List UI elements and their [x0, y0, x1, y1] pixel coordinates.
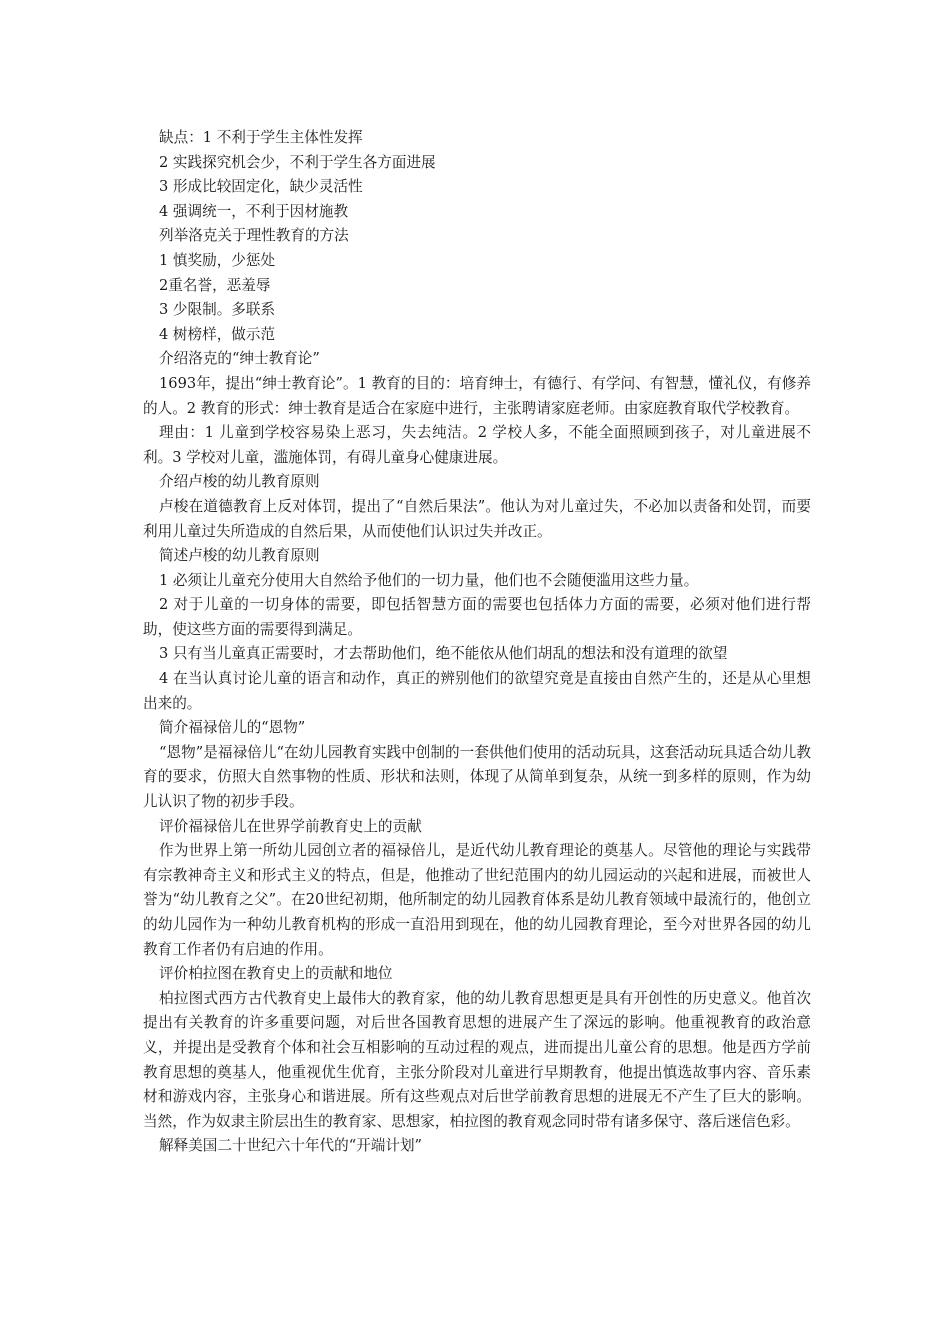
- paragraph: 2 实践探究机会少，不利于学生各方面进展: [159, 153, 436, 171]
- paragraph: 4 树榜样，做示范: [159, 325, 276, 343]
- paragraph: 1693年，提出“绅士教育论”。1 教育的目的：培育绅士，有德行、有学问、有智慧，懂礼仪，有修养的人。2 教育的形式：绅士教育是适合在家庭中进行，主张聘请家庭老师。由家庭教育取代学校教育。: [143, 374, 811, 417]
- paragraph: 2 对于儿童的一切身体的需要，即包括智慧方面的需要也包括体力方面的需要，必须对他们进行帮助，使这些方面的需要得到满足。: [143, 596, 811, 638]
- paragraph: 1 慎奖励，少惩处: [159, 251, 276, 269]
- paragraph: 1 必须让儿童充分使用大自然给予他们的一切力量，他们也不会随便滥用这些力量。: [159, 571, 699, 589]
- paragraph: 3 少限制。多联系: [159, 301, 276, 319]
- paragraph: 4 强调统一，不利于因材施教: [159, 202, 349, 220]
- paragraph: 柏拉图式西方古代教育史上最伟大的教育家，他的幼儿教育思想更是具有开创性的历史意义。他首次提出有关教育的许多重要问题，对后世各国教育思想的进展产生了深远的影响。他重视教育的政治意义，并提出是受教育个体和社会互相影响的互动过程的观点，进而提出儿童公育的思想。他是西方学前教育思想的奠基人，他重视优生优育，主张分阶段对儿童进行早期教育，他提出慎选故事内容、音乐素材和游戏内容，主张身心和谐进展。所有这些观点对后世学前教育思想的进展无不产生了巨大的影响。当然，作为奴隶主阶层出生的教育家、思想家，柏拉图的教育观念同时带有诸多保守、落后迷信色彩。: [143, 989, 811, 1130]
- section-heading: 介绍卢梭的幼儿教育原则: [159, 473, 320, 491]
- section-heading: 评价福禄倍儿在世界学前教育史上的贡献: [159, 817, 422, 835]
- section-heading: 简述卢梭的幼儿教育原则: [159, 547, 320, 565]
- paragraph: 2重名誉，恶羞辱: [159, 276, 271, 294]
- paragraph: 缺点：1 不利于学生主体性发挥: [159, 129, 363, 146]
- paragraph: 4 在当认真讨论儿童的语言和动作，真正的辨别他们的欲望究竟是直接由自然产生的，还是从心里想出来的。: [143, 670, 811, 712]
- paragraph: “恩物”是福禄倍儿“在幼儿园教育实践中创制的一套供他们使用的活动玩具，这套活动玩具适合幼儿教育的要求，仿照大自然事物的性质、形状和法则，体现了从简单到复杂，从统一到多样的原则，作为幼儿认识了物的初步手段。: [143, 743, 811, 811]
- document-body: [143, 126, 811, 1159]
- section-heading: 介绍洛克的“绅士教育论”: [159, 350, 320, 368]
- section-heading: 列举洛克关于理性教育的方法: [159, 227, 349, 245]
- paragraph: 理由：1 儿童到学校容易染上恶习，失去纯洁。2 学校人多，不能全面照顾到孩子，对儿童进展不利。3 学校对儿童，滥施体罚，有碍儿童身心健康进展。: [143, 424, 811, 466]
- section-heading: 简介福禄倍儿的“恩物”: [159, 719, 306, 737]
- paragraph: 3 形成比较固定化，缺少灵活性: [159, 178, 363, 196]
- paragraph: 卢梭在道德教育上反对体罚，提出了“自然后果法”。他认为对儿童过失，不必加以责备和处罚，而要利用儿童过失所造成的自然后果，从而使他们认识过失并改正。: [143, 497, 811, 540]
- section-heading: 评价柏拉图在教育史上的贡献和地位: [159, 965, 393, 983]
- paragraph: 作为世界上第一所幼儿园创立者的福禄倍儿，是近代幼儿教育理论的奠基人。尽管他的理论与实践带有宗教神奇主义和形式主义的特点，但是，他推动了世纪范围内的幼儿园运动的兴起和进展，而被世人誉为“幼儿教育之父”。在20世纪初期，他所制定的幼儿园教育体系是幼儿教育领域中最流行的，他创立的幼儿园作为一种幼儿教育机构的形成一直沿用到现在，他的幼儿园教育理论，至今对世界各园的幼儿教育工作者仍有启迪的作用。: [143, 842, 811, 958]
- section-heading: 解释美国二十世纪六十年代的“开端计划”: [159, 1137, 423, 1155]
- paragraph: 3 只有当儿童真正需要时，才去帮助他们，绝不能依从他们胡乱的想法和没有道理的欲望: [159, 645, 728, 663]
